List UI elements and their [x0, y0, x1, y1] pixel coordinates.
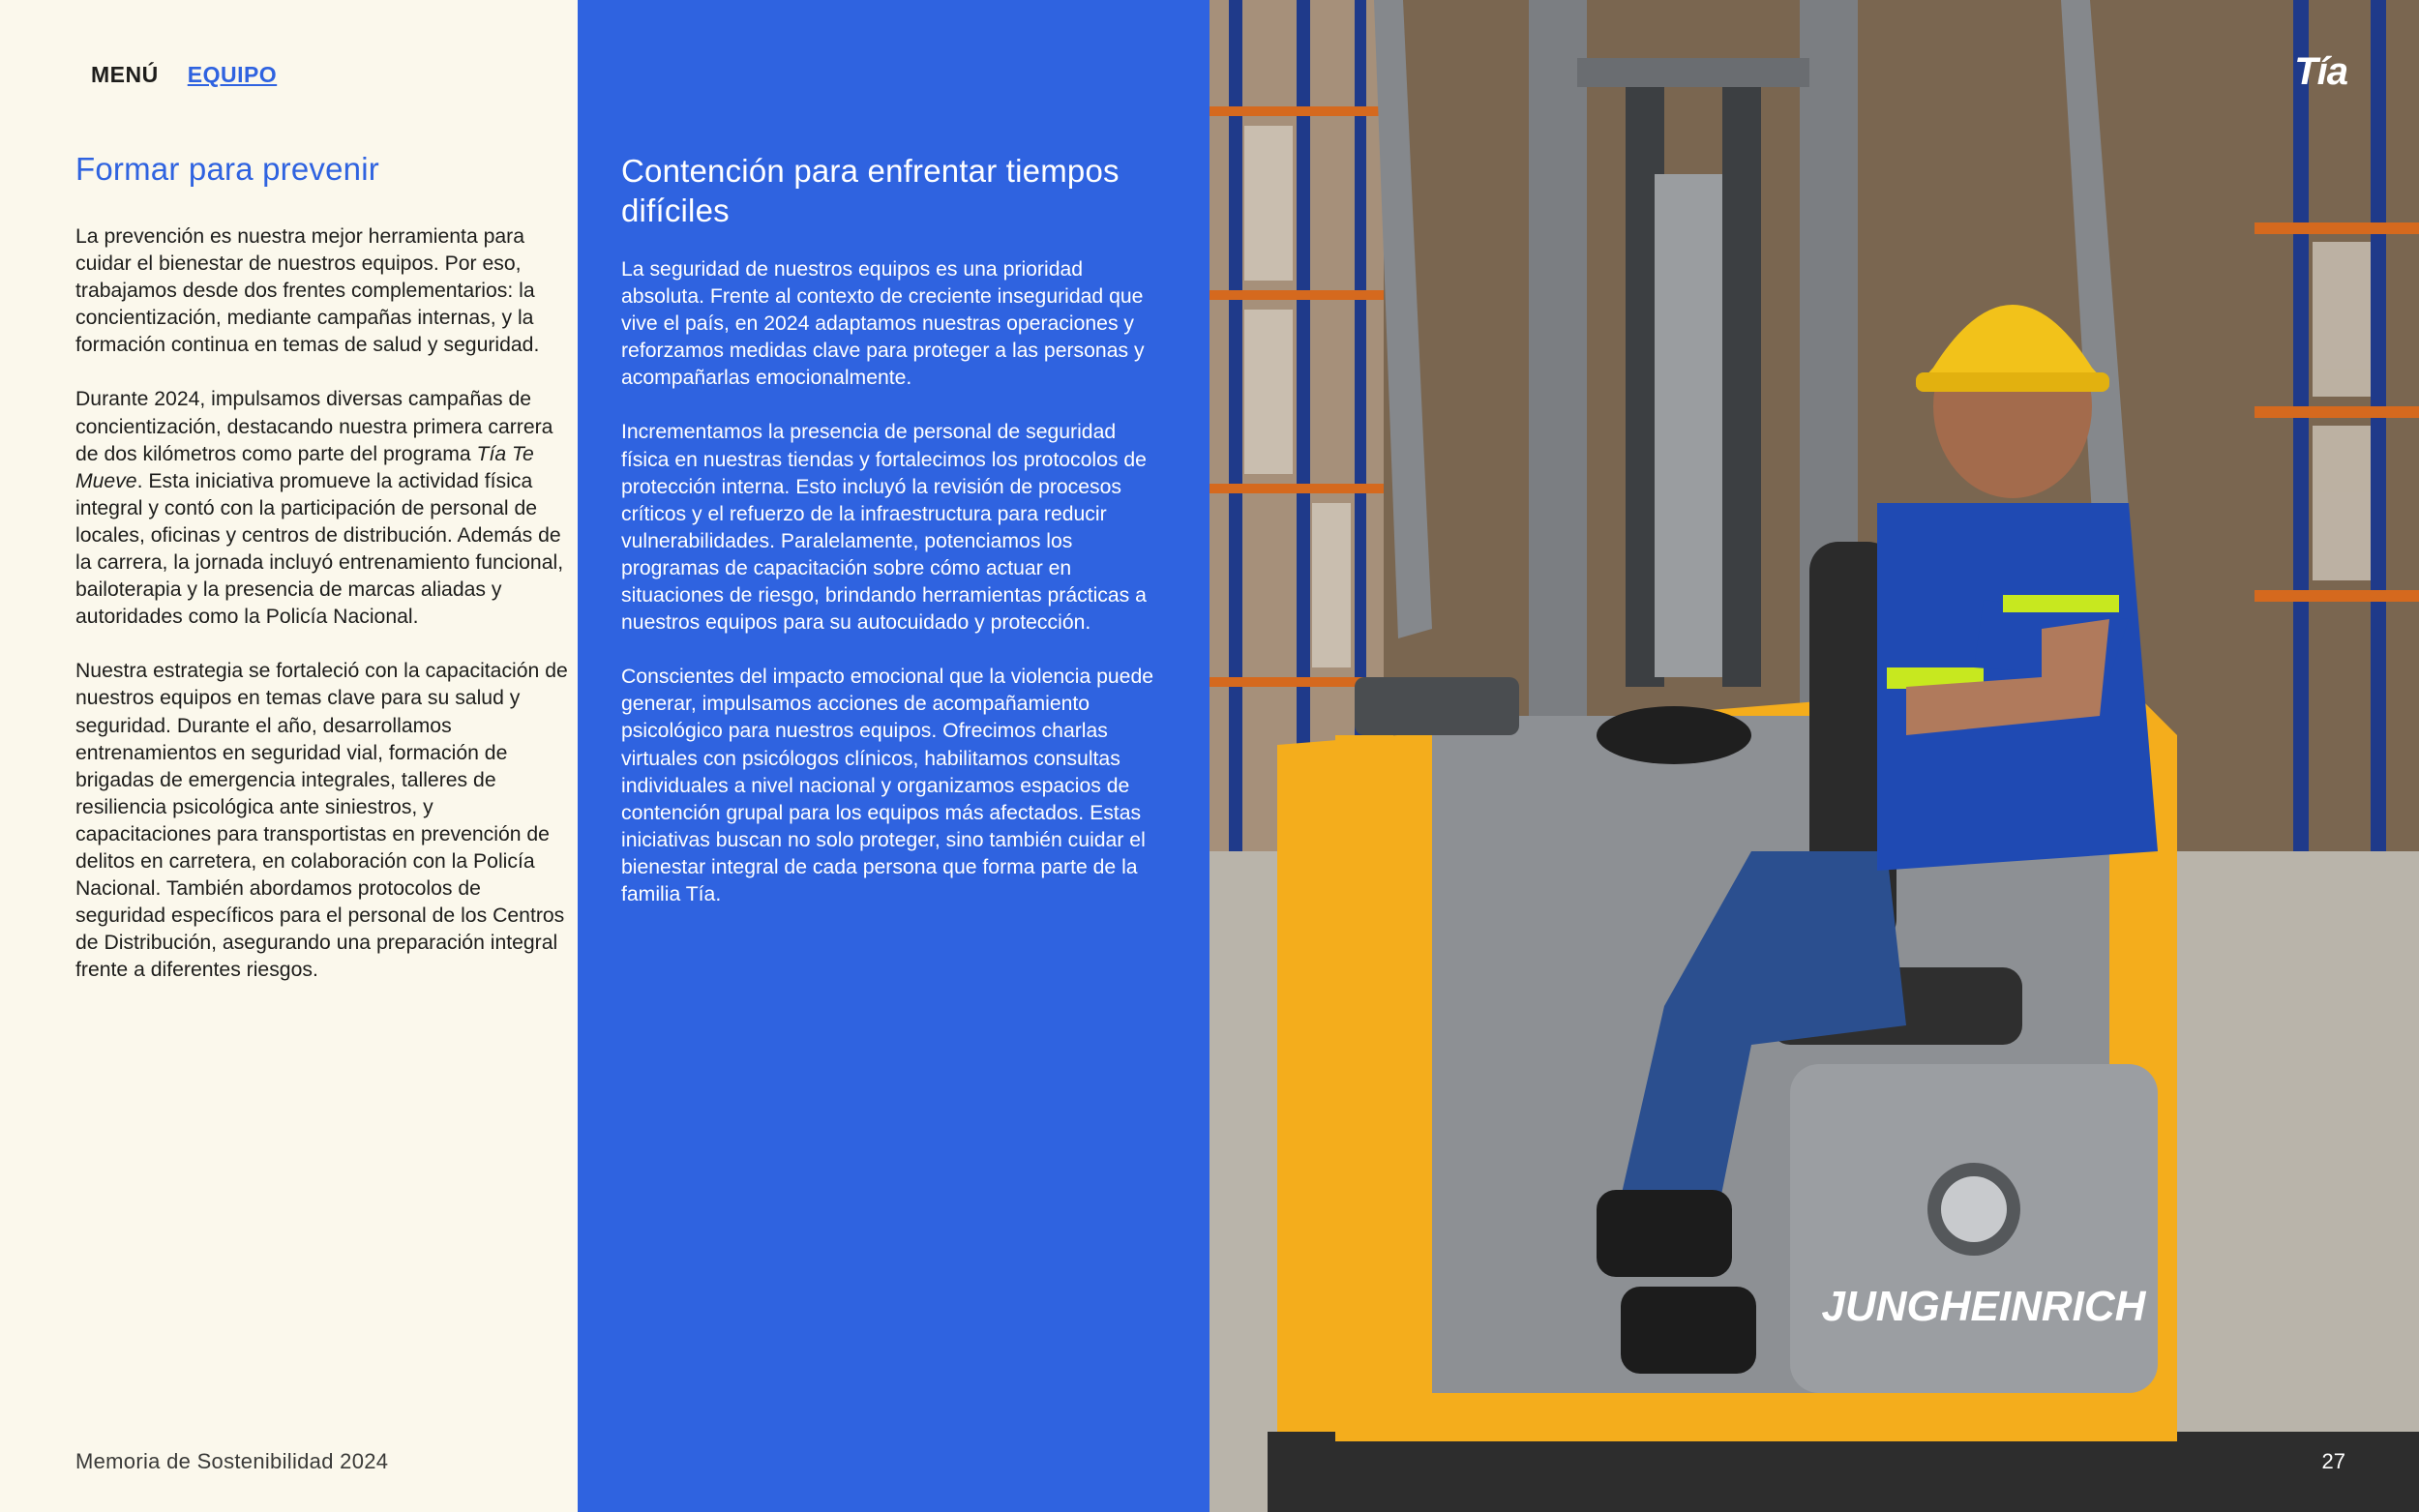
- left-paragraph-3: Nuestra estrategia se fortaleció con la capacitación de nuestros equipos en temas clave para su salud y seguridad. Durante el año, desarrollamos entrenamientos en seguridad vial, formación de brigadas de emergencia integrales, talleres de resiliencia psicológica ante siniestros, y capacitaciones para transportistas en prevención de delitos en carretera, en colaboración con la Policía Nacional. También abordamos protocolos de seguridad específicos para el personal de los Centros de Distribución, asegurando una preparación integral frente a diferentes riesgos.: [75, 660, 568, 982]
- left-paragraph-2: Durante 2024, impulsamos diversas campañas de concientización, destacando nuestra primera carrera de dos kilómetros como parte del programa Tía Te Mueve. Esta iniciativa promueve la actividad física integral y contó con la participación de personal de locales, oficinas y centros de distribución. Además de la carrera, la jornada incluyó entrenamiento funcional, bailoterapia y la presencia de marcas aliadas y autoridades como la Policía Nacional.: [75, 388, 564, 629]
- footer-title: Memoria de Sostenibilidad 2024: [75, 1449, 389, 1473]
- middle-paragraph-1: La seguridad de nuestros equipos es una prioridad absoluta. Frente al contexto de creciente inseguridad que vive el país, en 2024 adaptamos nuestras operaciones y reforzamos medidas clave para proteger a las personas y acompañarlas emocionalmente.: [621, 258, 1145, 390]
- left-paragraph-1: La prevención es nuestra mejor herramienta para cuidar el bienestar de nuestros equipos. Por eso, trabajamos desde dos frentes complementarios: la concientización, mediante campañas internas, y la formación continua en temas de salud y seguridad.: [75, 225, 540, 357]
- section-link-equipo[interactable]: EQUIPO: [187, 62, 278, 87]
- middle-column: [578, 0, 1210, 1512]
- middle-heading: Contención para enfrentar tiempos difíciles: [621, 153, 1120, 228]
- page-number: 27: [2321, 1449, 2345, 1473]
- middle-paragraph-3: Conscientes del impacto emocional que la violencia puede generar, impulsamos acciones de acompañamiento psicológico para nuestros equipos. Ofrecimos charlas virtuales con psicólogos clínicos, habilitamos consultas individuales a nivel nacional y organizamos espacios de contención grupal para los equipos más afectados. Estas iniciativas buscan no solo proteger, sino también cuidar el bienestar integral de cada persona que forma parte de la familia Tía.: [621, 666, 1154, 905]
- top-nav: [91, 62, 277, 88]
- tia-logo: Tía: [2294, 50, 2347, 93]
- middle-paragraph-2: Incrementamos la presencia de personal de seguridad física en nuestras tiendas y fortalecimos los protocolos de protección interna. Esto incluyó la revisión de procesos críticos y el refuerzo de la infraestructura para reducir vulnerabilidades. Paralelamente, potenciamos los programas de capacitación sobre cómo actuar en situaciones de riesgo, brindando herramientas prácticas a nuestros equipos para su autocuidado y protección.: [621, 421, 1147, 635]
- left-heading: Formar para prevenir: [75, 151, 379, 187]
- middle-body: [621, 256, 1163, 935]
- menu-link[interactable]: MENÚ: [91, 62, 159, 87]
- left-body: [75, 223, 569, 1011]
- forklift-brand: JUNGHEINRICH: [1821, 1283, 2146, 1330]
- left-column: [0, 0, 578, 1512]
- program-name: Tía Te Mueve: [75, 442, 534, 492]
- forklift-photo: [1210, 0, 2419, 1512]
- forklift-illustration: [1210, 0, 2419, 1512]
